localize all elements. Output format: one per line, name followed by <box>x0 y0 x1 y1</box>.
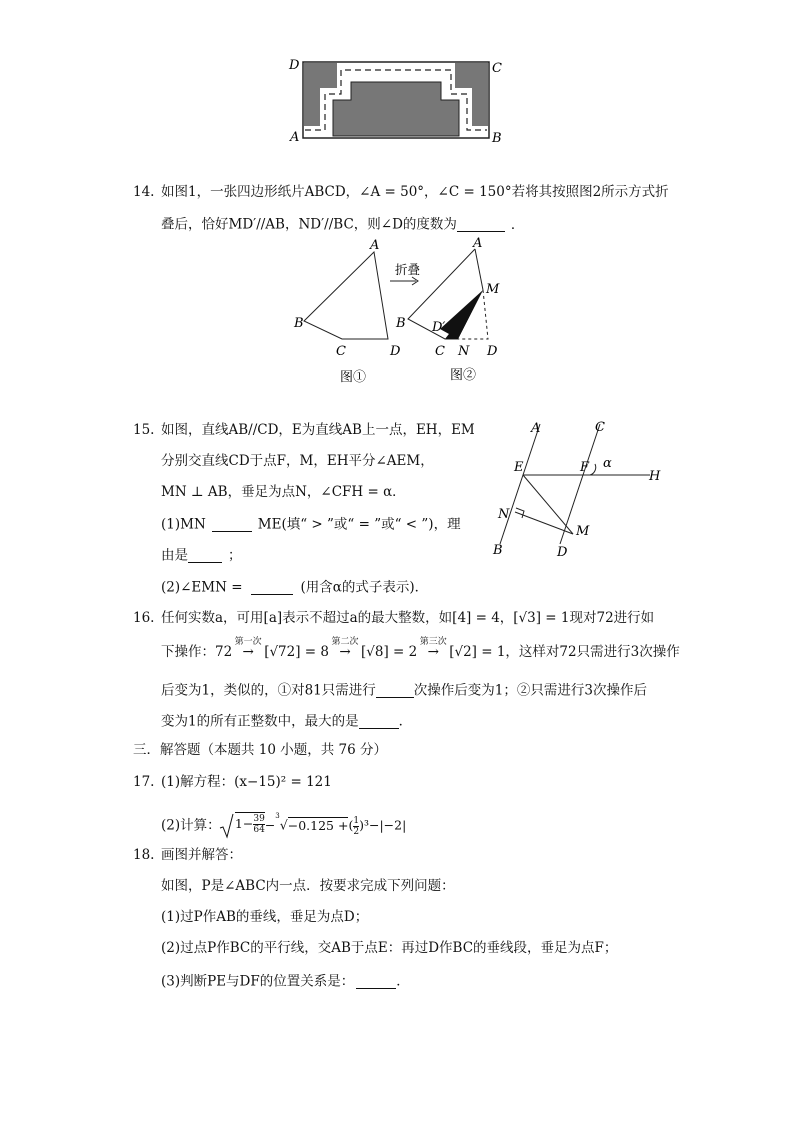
q15-number: 15. <box>133 422 155 438</box>
q18-line5-end: ． <box>396 973 410 990</box>
q15-line4b: ME(填“ > ”或“ = ”或“ < ”)，理 <box>257 516 461 533</box>
label-C: C <box>492 61 502 76</box>
q15-B: B <box>493 543 503 558</box>
q14-line2-end: ． <box>510 216 525 233</box>
fig1-B: B <box>294 316 304 331</box>
q17-line2-row: (2)计算： 1− $\frac{39}{64}$ −$^3$√−0.125 +( $\frac{1}{2}$ )³−|−2| <box>161 813 406 837</box>
section-3-heading: 三．解答题（本题共 10 小题，共 76 分） <box>133 742 388 758</box>
q15-line6a: (2)∠EMN = <box>161 579 243 596</box>
q15-line6b: (用含α的式子表示)． <box>300 579 429 596</box>
fig1-caption: 图① <box>340 370 367 385</box>
q15-line5-row <box>161 548 242 563</box>
fig1-C: C <box>336 344 346 359</box>
q16-step1: 第一次 <box>234 637 262 647</box>
q15-M: M <box>576 524 590 539</box>
q15-D: D <box>557 545 568 560</box>
q18-line4: (2)过点P作BC的平行线，交AB于点E：再过D作BC的垂线段，垂足为点F； <box>161 940 618 956</box>
q16-line3a: 后变为1，类似的，①对81只需进行 <box>161 682 376 699</box>
figure-q14 <box>290 235 510 385</box>
q17-line2-pre: (2)计算： <box>161 817 221 834</box>
fig1-A: A <box>370 238 380 253</box>
q16-step2: 第二次 <box>331 637 359 647</box>
q15-blank2 <box>188 548 222 563</box>
q15-blank1 <box>212 517 252 532</box>
q15-line3: MN ⊥ AB，垂足为点N，∠CFH = α． <box>161 484 406 500</box>
fig2-M: M <box>486 282 500 297</box>
q15-line2: 分别交直线CD于点F，M，EH平分∠AEM， <box>161 453 434 469</box>
q15-blank3 <box>251 580 293 595</box>
q15-line5b: ； <box>228 547 242 564</box>
q18-line2: 如图，P是∠ABC内一点．按要求完成下列问题： <box>161 878 455 894</box>
q17-expr-b: − <box>264 817 276 833</box>
label-B: B <box>492 131 502 146</box>
q16-expr1: [√72] = 8 <box>264 644 329 660</box>
q17-frac-den: 64 <box>253 824 265 835</box>
label-A: A <box>290 130 300 145</box>
q16-line4-row <box>161 714 412 729</box>
q15-N: N <box>498 507 510 522</box>
fig2-N: N <box>458 344 470 359</box>
q17-half-num: 1 <box>353 815 360 826</box>
q16-line4a: 变为1的所有正整数中，最大的是 <box>161 713 359 730</box>
q14-number: 14. <box>133 184 155 200</box>
fig2-caption: 图② <box>450 368 477 383</box>
fig2-C: C <box>435 344 445 359</box>
q18-number: 18. <box>133 847 155 863</box>
fig2-B: B <box>396 316 406 331</box>
q18-line5-row <box>161 974 410 989</box>
q15-C: C <box>595 420 605 435</box>
q15-line4a: (1)MN <box>161 516 206 533</box>
q17-frac-num: 39 <box>253 813 265 824</box>
q15-A: A <box>531 421 541 436</box>
q17-cube-index: 3 <box>275 812 280 820</box>
q17-number: 17. <box>133 774 155 790</box>
fig2-Dprime: D′ <box>432 320 446 335</box>
q15-F: F <box>580 460 590 475</box>
fig2-D: D <box>487 344 498 359</box>
q17-expr-a: 1− <box>234 815 254 831</box>
label-D: D <box>289 58 300 73</box>
q16-line3b: 次操作后变为1；②只需进行3次操作后 <box>413 682 647 699</box>
q16-expr2: [√8] = 2 <box>361 644 418 660</box>
q15-E: E <box>514 460 524 475</box>
q16-line4b: ． <box>398 713 413 730</box>
q15-H: H <box>649 469 661 484</box>
q17-half-den: 2 <box>353 826 360 837</box>
q15-line6-row <box>161 580 428 595</box>
figure-folded-rectangle <box>285 56 507 148</box>
q14-line2-row <box>161 217 524 232</box>
q18-line3: (1)过P作AB的垂线，垂足为点D； <box>161 909 369 925</box>
q17-line1: (1)解方程：(x−15)² = 121 <box>161 774 332 790</box>
sqrt-sign <box>219 813 235 839</box>
q16-line1: 任何实数a，可用[a]表示不超过a的最大整数，如[4] = 4，[√3] = 1现对72进行如 <box>161 610 655 626</box>
q18-line5: (3)判断PE与DF的位置关系是： <box>161 973 355 990</box>
q14-answer-blank <box>457 217 505 232</box>
q16-step3: 第三次 <box>419 637 447 647</box>
q14-line1: 如图1，一张四边形纸片ABCD，∠A = 50°，∠C = 150°若将其按照图2所示方式折 <box>161 184 669 200</box>
q17-expr-c: −0.125 + <box>287 817 349 833</box>
fig1-D: D <box>390 344 401 359</box>
q17-expr-d: )³−|−2| <box>359 817 407 833</box>
q15-line4-row <box>161 517 461 532</box>
q15-line5a: 由是 <box>161 547 188 564</box>
q16-blank2 <box>359 714 399 729</box>
q16-line2-row: 下操作：72 第一次 → [√72] = 8 第二次 → [√8] = 2 第三次 → [√2] = 1，这样对72只需进行3次操作 <box>161 637 680 660</box>
q16-line3-row <box>161 683 647 698</box>
q15-line1: 如图，直线AB//CD，E为直线AB上一点，EH，EM <box>161 422 475 438</box>
fold-label: 折叠 <box>395 262 421 277</box>
q18-line1: 画图并解答： <box>161 847 242 863</box>
figure-q15 <box>485 412 670 572</box>
q16-expr3: [√2] = 1，这样对72只需进行3次操作 <box>449 644 680 660</box>
fig2-A: A <box>473 236 483 251</box>
q16-blank1 <box>376 683 414 698</box>
q16-line2-pre: 下操作：72 <box>161 644 233 660</box>
q15-alpha: α <box>603 456 612 471</box>
q16-number: 16. <box>133 610 155 626</box>
q14-line2: 叠后，恰好MD′//AB，ND′//BC，则∠D的度数为 <box>161 216 457 233</box>
q18-blank <box>356 974 396 989</box>
